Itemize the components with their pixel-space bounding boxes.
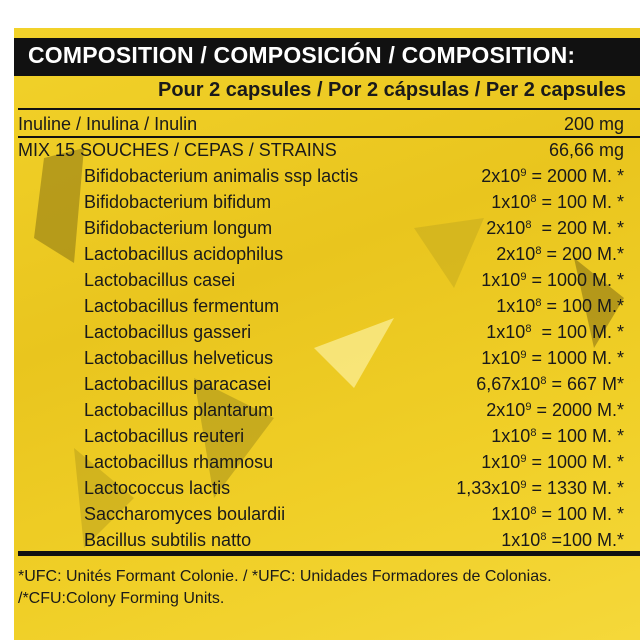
strain-row [14, 320, 640, 346]
strain-row [14, 242, 640, 268]
strain-result: = 200 M.* [541, 244, 624, 264]
strain-row [14, 346, 640, 372]
strain-count [491, 426, 624, 447]
strain-coefficient: 1x10 [491, 426, 531, 446]
strain-count [491, 192, 624, 213]
strain-coefficient: 1x10 [491, 504, 531, 524]
strain-exponent: 8 [525, 219, 532, 231]
strain-result: = 100 M. * [536, 504, 624, 524]
strain-name: Lactobacillus casei [84, 270, 236, 290]
strain-row [14, 164, 640, 190]
strain-coefficient: 1x10 [501, 530, 541, 550]
strain-coefficient: 1x10 [481, 270, 521, 290]
strain-name: Lactobacillus rhamnosu [84, 452, 274, 472]
strain-count [481, 452, 624, 473]
strain-row [14, 216, 640, 242]
strain-result: = 2000 M.* [531, 400, 624, 420]
strain-coefficient: 1x10 [486, 322, 526, 342]
strain-exponent: 8 [530, 505, 537, 517]
strain-result: =100 M.* [546, 530, 624, 550]
strain-exponent: 9 [520, 349, 527, 361]
strain-name: Bifidobacterium animalis ssp lactis [84, 166, 359, 186]
strain-count [481, 348, 624, 369]
strain-count [481, 270, 624, 291]
strain-exponent: 8 [530, 427, 537, 439]
strain-coefficient: 1x10 [491, 192, 531, 212]
strain-coefficient: 1x10 [496, 296, 536, 316]
strain-name: Bifidobacterium longum [84, 218, 273, 238]
strain-coefficient: 2x10 [486, 218, 526, 238]
serving-size-heading: Pour 2 capsules / Por 2 cápsulas / Per 2 capsules [157, 79, 626, 101]
strain-coefficient: 2x10 [481, 166, 521, 186]
strain-row [14, 476, 640, 502]
strain-coefficient: 1,33x10 [456, 478, 521, 498]
composition-panel [14, 28, 640, 640]
strain-exponent: 9 [520, 479, 527, 491]
composition-title: COMPOSITION / COMPOSICIÓN / COMPOSITION: [28, 42, 576, 68]
strain-result: = 100 M. * [536, 426, 624, 446]
strain-coefficient: 6,67x10 [476, 374, 541, 394]
strain-exponent: 8 [525, 323, 532, 335]
strain-result: = 1000 M. * [526, 270, 624, 290]
divider [18, 551, 640, 556]
strain-count [456, 478, 624, 499]
strain-exponent: 9 [525, 401, 532, 413]
strain-result: = 2000 M. * [526, 166, 624, 186]
strain-count [486, 218, 624, 239]
strain-count [496, 296, 624, 317]
strain-row [14, 268, 640, 294]
strain-row [14, 294, 640, 320]
strain-name: Lactococcus lactis [84, 478, 231, 498]
strain-result: = 1000 M. * [526, 348, 624, 368]
strain-name: Lactobacillus fermentum [84, 296, 280, 316]
strain-count [481, 166, 624, 187]
strain-result: = 667 M* [546, 374, 624, 394]
strain-count [501, 530, 624, 551]
strain-name: Bifidobacterium bifidum [84, 192, 272, 212]
inulin-value: 200 mg [563, 114, 624, 134]
strain-name: Lactobacillus plantarum [84, 400, 274, 420]
strain-exponent: 9 [520, 271, 527, 283]
strain-coefficient: 1x10 [481, 348, 521, 368]
strain-row [14, 424, 640, 450]
strain-result: = 100 M. * [536, 192, 624, 212]
strain-count [476, 374, 624, 395]
strain-row [14, 502, 640, 528]
strain-result: = 100 M.* [541, 296, 624, 316]
strain-coefficient: 2x10 [486, 400, 526, 420]
strain-row [14, 190, 640, 216]
strain-result: = 200 M. * [531, 218, 624, 238]
strain-result: = 1330 M. * [526, 478, 624, 498]
strain-count [486, 322, 624, 343]
divider [18, 108, 640, 110]
strain-exponent: 8 [535, 245, 542, 257]
strain-name: Lactobacillus helveticus [84, 348, 274, 368]
strain-exponent: 8 [540, 375, 547, 387]
mix-value: 66,66 mg [548, 140, 624, 160]
strain-name: Bacillus subtilis natto [84, 530, 252, 550]
strain-result: = 1000 M. * [526, 452, 624, 472]
strain-row [14, 398, 640, 424]
strain-name: Lactobacillus gasseri [84, 322, 252, 342]
mix-row [14, 138, 640, 164]
strain-name: Lactobacillus acidophilus [84, 244, 284, 264]
strain-count [486, 400, 624, 421]
strain-coefficient: 2x10 [496, 244, 536, 264]
inulin-label: Inuline / Inulina / Inulin [18, 114, 198, 134]
strain-name: Lactobacillus paracasei [84, 374, 272, 394]
strain-coefficient: 1x10 [481, 452, 521, 472]
strain-exponent: 9 [520, 453, 527, 465]
strain-exponent: 8 [530, 193, 537, 205]
footnote: *UFC: Unités Formant Colonie. / *UFC: Unidades Formadores de Colonias. /*CFU:Colony Forming Units. [18, 568, 552, 607]
strain-row [14, 372, 640, 398]
strain-result: = 100 M. * [531, 322, 624, 342]
strain-exponent: 8 [540, 531, 547, 543]
strain-name: Lactobacillus reuteri [84, 426, 245, 446]
mix-label: MIX 15 SOUCHES / CEPAS / STRAINS [18, 140, 337, 160]
strain-exponent: 8 [535, 297, 542, 309]
strain-name: Saccharomyces boulardii [84, 504, 286, 524]
inulin-row [14, 112, 640, 138]
strain-exponent: 9 [520, 167, 527, 179]
strain-count [491, 504, 624, 525]
strain-row [14, 450, 640, 476]
strain-count [496, 244, 624, 265]
